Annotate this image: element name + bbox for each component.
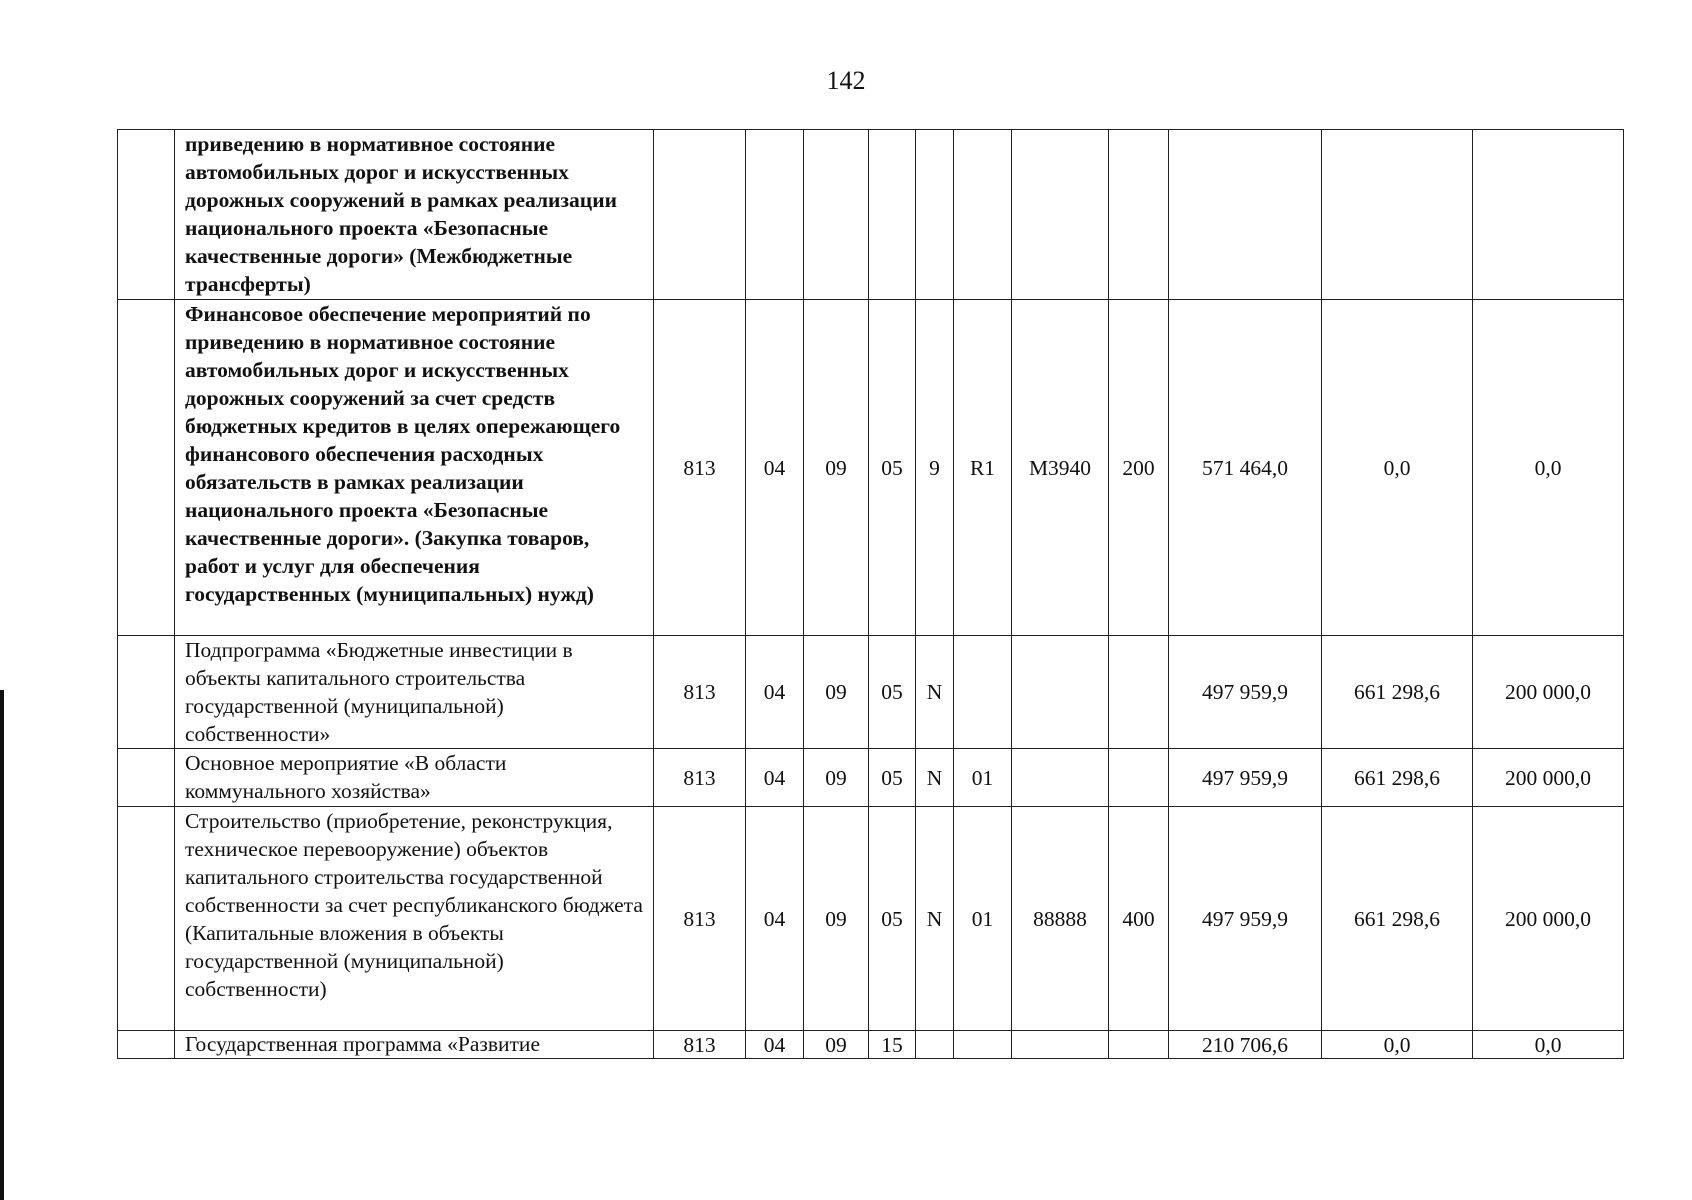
budget-table — [117, 129, 1624, 1059]
ministry-code-cell: 813 — [654, 300, 746, 636]
section-code-cell: 04 — [746, 807, 804, 1031]
subprogram-code-cell — [916, 1031, 954, 1059]
subprogram-code-cell: N — [916, 636, 954, 749]
event-code-cell — [954, 130, 1012, 300]
scan-edge-bar — [0, 690, 4, 1200]
description-cell: Основное мероприятие «В области коммунального хозяйства» — [175, 749, 654, 807]
amount-1-cell: 497 959,9 — [1169, 636, 1322, 749]
subprogram-code-cell: N — [916, 807, 954, 1031]
ministry-code-cell: 813 — [654, 807, 746, 1031]
description-cell: Финансовое обеспечение мероприятий по приведению в нормативное состояние автомобильных дорог и искусственных дорожных сооружений за счет средств бюджетных кредитов в целях опережающего финансового обеспечения расходных обязательств в рамках реализации национального проекта «Безопасные качественные дороги». (Закупка товаров, работ и услуг для обеспечения государственных (муниципальных) нужд) — [175, 300, 654, 636]
subprogram-code-cell: N — [916, 749, 954, 807]
amount-3-cell: 200 000,0 — [1473, 749, 1624, 807]
subprogram-code-cell — [916, 130, 954, 300]
table-row — [118, 749, 1624, 807]
amount-1-cell — [1169, 130, 1322, 300]
section-code-cell — [746, 130, 804, 300]
expense-type-cell — [1109, 636, 1169, 749]
amount-3-cell — [1473, 130, 1624, 300]
row-index-cell — [118, 1031, 175, 1059]
subsection-code-cell: 09 — [804, 636, 869, 749]
event-code-cell: 01 — [954, 807, 1012, 1031]
expense-type-cell: 200 — [1109, 300, 1169, 636]
event-code-cell: R1 — [954, 300, 1012, 636]
event-code-cell: 01 — [954, 749, 1012, 807]
description-cell: Государственная программа «Развитие — [175, 1031, 654, 1059]
row-index-cell — [118, 749, 175, 807]
program-code-cell: 05 — [869, 807, 916, 1031]
amount-3-cell: 0,0 — [1473, 1031, 1624, 1059]
amount-3-cell: 200 000,0 — [1473, 636, 1624, 749]
amount-1-cell: 497 959,9 — [1169, 807, 1322, 1031]
page-number: 142 — [826, 66, 866, 95]
table-row — [118, 1031, 1624, 1059]
amount-2-cell: 661 298,6 — [1322, 636, 1473, 749]
description-cell: Подпрограмма «Бюджетные инвестиции в объекты капитального строительства государственной (муниципальной) собственности» — [175, 636, 654, 749]
subsection-code-cell: 09 — [804, 1031, 869, 1059]
section-code-cell: 04 — [746, 749, 804, 807]
row-index-cell — [118, 807, 175, 1031]
amount-1-cell: 210 706,6 — [1169, 1031, 1322, 1059]
direction-code-cell — [1012, 1031, 1109, 1059]
row-index-cell — [118, 636, 175, 749]
subsection-code-cell: 09 — [804, 807, 869, 1031]
direction-code-cell — [1012, 749, 1109, 807]
ministry-code-cell: 813 — [654, 1031, 746, 1059]
table-row — [118, 636, 1624, 749]
section-code-cell: 04 — [746, 1031, 804, 1059]
amount-2-cell: 661 298,6 — [1322, 749, 1473, 807]
amount-1-cell: 497 959,9 — [1169, 749, 1322, 807]
amount-3-cell: 0,0 — [1473, 300, 1624, 636]
expense-type-cell — [1109, 749, 1169, 807]
expense-type-cell — [1109, 1031, 1169, 1059]
direction-code-cell — [1012, 130, 1109, 300]
ministry-code-cell: 813 — [654, 636, 746, 749]
table-row — [118, 130, 1624, 300]
program-code-cell — [869, 130, 916, 300]
ministry-code-cell: 813 — [654, 749, 746, 807]
description-cell: приведению в нормативное состояние автомобильных дорог и искусственных дорожных сооружений в рамках реализации национального проекта «Безопасные качественные дороги» (Межбюджетные трансферты) — [175, 130, 654, 300]
subsection-code-cell — [804, 130, 869, 300]
description-cell: Строительство (приобретение, реконструкция, техническое перевооружение) объектов капитального строительства государственной собственности за счет республиканского бюджета (Капитальные вложения в объекты государственной (муниципальной) собственности) — [175, 807, 654, 1031]
row-index-cell — [118, 130, 175, 300]
amount-2-cell: 0,0 — [1322, 300, 1473, 636]
amount-2-cell: 661 298,6 — [1322, 807, 1473, 1031]
expense-type-cell: 400 — [1109, 807, 1169, 1031]
direction-code-cell: М3940 — [1012, 300, 1109, 636]
ministry-code-cell — [654, 130, 746, 300]
subprogram-code-cell: 9 — [916, 300, 954, 636]
direction-code-cell — [1012, 636, 1109, 749]
table-row — [118, 807, 1624, 1031]
subsection-code-cell: 09 — [804, 300, 869, 636]
subsection-code-cell: 09 — [804, 749, 869, 807]
table-row — [118, 300, 1624, 636]
program-code-cell: 15 — [869, 1031, 916, 1059]
event-code-cell — [954, 1031, 1012, 1059]
program-code-cell: 05 — [869, 300, 916, 636]
expense-type-cell — [1109, 130, 1169, 300]
amount-2-cell: 0,0 — [1322, 1031, 1473, 1059]
row-index-cell — [118, 300, 175, 636]
amount-1-cell: 571 464,0 — [1169, 300, 1322, 636]
amount-2-cell — [1322, 130, 1473, 300]
section-code-cell: 04 — [746, 300, 804, 636]
program-code-cell: 05 — [869, 749, 916, 807]
section-code-cell: 04 — [746, 636, 804, 749]
amount-3-cell: 200 000,0 — [1473, 807, 1624, 1031]
event-code-cell — [954, 636, 1012, 749]
direction-code-cell: 88888 — [1012, 807, 1109, 1031]
program-code-cell: 05 — [869, 636, 916, 749]
